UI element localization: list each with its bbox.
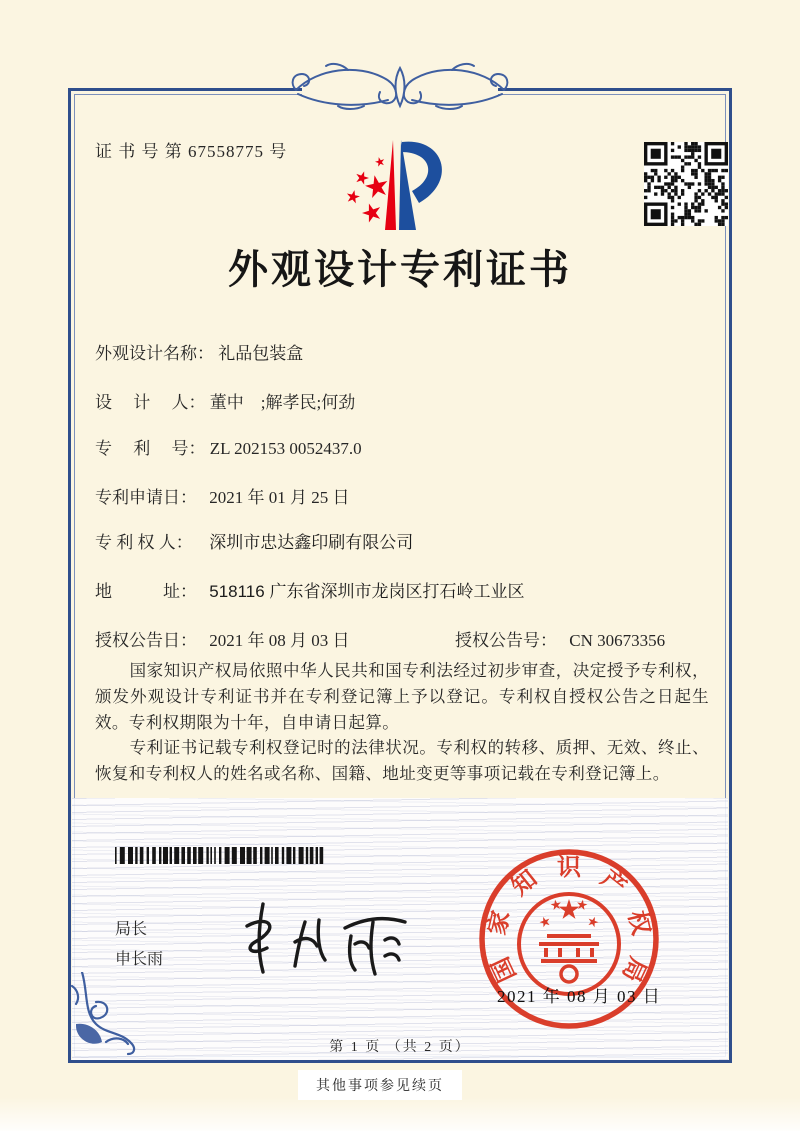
page-number: 第 1 页 （共 2 页） <box>329 1040 471 1055</box>
top-flourish-ornament-icon <box>288 60 512 112</box>
commissioner-name: 申长雨 <box>115 951 164 968</box>
field-value: 518116 广东省深圳市龙岗区打石岭工业区 <box>209 582 525 601</box>
field-label: 授权公告日： <box>95 631 197 650</box>
field-value: CN 30673356 <box>569 631 666 650</box>
field-label: 专 利 号： <box>95 439 206 458</box>
certificate-title: 外观设计专利证书 <box>228 248 572 292</box>
field-label: 专 利 权 人： <box>95 533 193 552</box>
seal-date: 2021 年 08 月 03 日 <box>497 987 662 1006</box>
field-designers <box>95 388 355 413</box>
handwritten-signature-icon <box>233 896 428 981</box>
cnipa-logo-icon <box>338 128 483 246</box>
seal-char: 国 <box>486 952 522 986</box>
seal-char: 局 <box>616 952 652 986</box>
field-grant-row <box>95 626 709 651</box>
field-label: 设 计 人： <box>95 393 206 412</box>
field-value: 礼品包装盒 <box>218 344 304 363</box>
barcode-icon <box>115 847 327 864</box>
seal-char: 权 <box>622 908 655 938</box>
seal-char: 产 <box>595 864 632 902</box>
commissioner-title: 局长 <box>115 921 148 938</box>
field-value: 2021 年 01 月 25 日 <box>209 488 350 507</box>
legal-paragraph-2: 专利证书记载专利权登记时的法律状况。专利权的转移、质押、无效、终止、恢复和专利权人的姓名或名称、国籍、地址变更等事项记载在专利登记簿上。 <box>95 738 709 784</box>
legal-paragraph-1: 国家知识产权局依照中华人民共和国专利法经过初步审查，决定授予专利权，颁发外观设计专利证书并在专利登记簿上予以登记。专利权自授权公告之日起生效。专利权期限为十年，自申请日起算。 <box>95 661 709 732</box>
field-label: 授权公告号： <box>455 631 557 650</box>
field-patent-number <box>95 434 362 459</box>
seal-char: 家 <box>483 908 516 938</box>
field-value: 2021 年 08 月 03 日 <box>209 631 350 650</box>
field-label: 地 址： <box>95 582 197 601</box>
field-value: 董中 ;解孝民;何劲 <box>209 393 356 412</box>
field-filing-date <box>95 483 350 508</box>
field-design-name <box>95 339 303 364</box>
qr-code-icon <box>644 142 728 226</box>
field-label: 专利申请日： <box>95 488 197 507</box>
corner-flourish-ornament-icon <box>62 972 157 1060</box>
certificate-number: 证 书 号 第 67558775 号 <box>95 142 288 161</box>
seal-char: 知 <box>506 864 543 902</box>
field-label: 外观设计名称： <box>95 344 214 363</box>
continuation-note: 其他事项参见续页 <box>298 1070 462 1100</box>
field-address <box>95 577 524 602</box>
seal-char: 识 <box>557 854 581 881</box>
grant-date-pair <box>95 631 350 650</box>
legal-text <box>95 658 709 787</box>
field-value: ZL 202153 0052437.0 <box>209 439 362 458</box>
grant-number-pair <box>455 626 665 651</box>
field-patentee <box>95 528 413 553</box>
field-value: 深圳市忠达鑫印刷有限公司 <box>209 533 414 552</box>
